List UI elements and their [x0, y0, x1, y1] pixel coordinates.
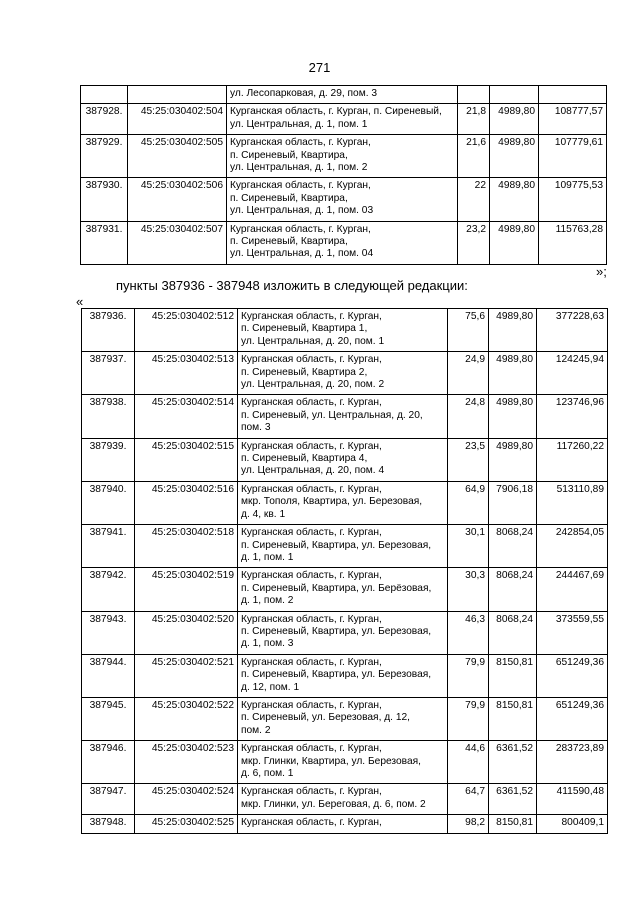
- amendment-paragraph: пункты 387936 - 387948 изложить в следующей редакции:: [116, 278, 468, 293]
- area-cell: [458, 86, 490, 104]
- record-number-cell: 387936.: [82, 309, 135, 352]
- address-cell: Курганская область, г. Курган,: [238, 815, 448, 833]
- cadastral-number-cell: 45:25:030402:519: [135, 568, 238, 611]
- record-number-cell: 387941.: [82, 525, 135, 568]
- table-row: [82, 815, 608, 833]
- address-cell: Курганская область, г. Курган, п. Сиреневый, Квартира 1, ул. Центральная, д. 20, пом. 1: [238, 309, 448, 352]
- area-cell: 46,3: [448, 611, 489, 654]
- record-number-cell: 387945.: [82, 697, 135, 740]
- cadastral-number-cell: 45:25:030402:524: [135, 784, 238, 815]
- cadastral-number-cell: 45:25:030402:514: [135, 395, 238, 438]
- total-value-cell: 800409,1: [537, 815, 608, 833]
- closing-quote: »;: [596, 264, 607, 279]
- cadastral-number-cell: 45:25:030402:507: [128, 221, 227, 264]
- area-cell: 79,9: [448, 654, 489, 697]
- total-value-cell: 244467,69: [537, 568, 608, 611]
- table-row: [82, 309, 608, 352]
- cadastral-number-cell: 45:25:030402:516: [135, 481, 238, 524]
- address-cell: Курганская область, г. Курган, п. Сиреневый, ул. Центральная, д. 20, пом. 3: [238, 395, 448, 438]
- area-cell: 23,2: [458, 221, 490, 264]
- unit-price-cell: 7906,18: [489, 481, 537, 524]
- cadastral-number-cell: 45:25:030402:513: [135, 352, 238, 395]
- address-cell: Курганская область, г. Курган, п. Сиреневый, Квартира, ул. Центральная, д. 1, пом. 04: [227, 221, 458, 264]
- total-value-cell: [539, 86, 607, 104]
- record-number-cell: 387931.: [81, 221, 128, 264]
- total-value-cell: 124245,94: [537, 352, 608, 395]
- address-cell: Курганская область, г. Курган, п. Сиреневый, Квартира, ул. Центральная, д. 1, пом. 2: [227, 135, 458, 178]
- cadastral-number-cell: 45:25:030402:522: [135, 697, 238, 740]
- area-cell: 24,8: [448, 395, 489, 438]
- record-number-cell: 387929.: [81, 135, 128, 178]
- cadastral-number-cell: 45:25:030402:505: [128, 135, 227, 178]
- table-row: [82, 784, 608, 815]
- total-value-cell: 411590,48: [537, 784, 608, 815]
- table-row: [82, 568, 608, 611]
- cadastral-number-cell: [128, 86, 227, 104]
- address-cell: Курганская область, г. Курган, мкр. Тополя, Квартира, ул. Березовая, д. 4, кв. 1: [238, 481, 448, 524]
- unit-price-cell: 6361,52: [489, 784, 537, 815]
- total-value-cell: 651249,36: [537, 697, 608, 740]
- total-value-cell: 109775,53: [539, 178, 607, 221]
- address-cell: Курганская область, г. Курган, п. Сиреневый, ул. Центральная, д. 1, пом. 1: [227, 104, 458, 135]
- unit-price-cell: 8150,81: [489, 697, 537, 740]
- record-number-cell: 387947.: [82, 784, 135, 815]
- total-value-cell: 123746,96: [537, 395, 608, 438]
- table-row: [81, 178, 607, 221]
- total-value-cell: 513110,89: [537, 481, 608, 524]
- cadastral-number-cell: 45:25:030402:525: [135, 815, 238, 833]
- record-number-cell: 387937.: [82, 352, 135, 395]
- cadastral-number-cell: 45:25:030402:518: [135, 525, 238, 568]
- cadastral-number-cell: 45:25:030402:506: [128, 178, 227, 221]
- area-cell: 23,5: [448, 438, 489, 481]
- record-number-cell: 387940.: [82, 481, 135, 524]
- table-row: [81, 135, 607, 178]
- unit-price-cell: 4989,80: [489, 352, 537, 395]
- record-number-cell: [81, 86, 128, 104]
- area-cell: 21,8: [458, 104, 490, 135]
- total-value-cell: 373559,55: [537, 611, 608, 654]
- table-row: [82, 481, 608, 524]
- cadastral-number-cell: 45:25:030402:512: [135, 309, 238, 352]
- area-cell: 30,3: [448, 568, 489, 611]
- record-number-cell: 387948.: [82, 815, 135, 833]
- address-cell: Курганская область, г. Курган, п. Сиреневый, Квартира 2, ул. Центральная, д. 20, пом. 2: [238, 352, 448, 395]
- cadastral-number-cell: 45:25:030402:515: [135, 438, 238, 481]
- unit-price-cell: [490, 86, 539, 104]
- page-number: 271: [308, 60, 331, 75]
- table-row: [82, 697, 608, 740]
- unit-price-cell: 4989,80: [490, 178, 539, 221]
- unit-price-cell: 4989,80: [489, 438, 537, 481]
- record-number-cell: 387928.: [81, 104, 128, 135]
- unit-price-cell: 8068,24: [489, 611, 537, 654]
- address-cell: Курганская область, г. Курган, п. Сиреневый, Квартира, ул. Берёзовая, д. 1, пом. 2: [238, 568, 448, 611]
- record-number-cell: 387942.: [82, 568, 135, 611]
- unit-price-cell: 8150,81: [489, 654, 537, 697]
- total-value-cell: 117260,22: [537, 438, 608, 481]
- area-cell: 79,9: [448, 697, 489, 740]
- area-cell: 75,6: [448, 309, 489, 352]
- area-cell: 22: [458, 178, 490, 221]
- area-cell: 64,9: [448, 481, 489, 524]
- unit-price-cell: 4989,80: [490, 221, 539, 264]
- unit-price-cell: 4989,80: [490, 104, 539, 135]
- unit-price-cell: 4989,80: [489, 395, 537, 438]
- table-row: [82, 611, 608, 654]
- cadastral-number-cell: 45:25:030402:520: [135, 611, 238, 654]
- table-row: [82, 395, 608, 438]
- address-cell: Курганская область, г. Курган, мкр. Глинки, Квартира, ул. Березовая, д. 6, пом. 1: [238, 741, 448, 784]
- record-number-cell: 387930.: [81, 178, 128, 221]
- cadastral-number-cell: 45:25:030402:504: [128, 104, 227, 135]
- address-cell: Курганская область, г. Курган, п. Сиреневый, Квартира 4, ул. Центральная, д. 20, пом. 4: [238, 438, 448, 481]
- total-value-cell: 377228,63: [537, 309, 608, 352]
- table-row: [81, 86, 607, 104]
- record-number-cell: 387943.: [82, 611, 135, 654]
- record-number-cell: 387939.: [82, 438, 135, 481]
- address-cell: Курганская область, г. Курган, п. Сиреневый, ул. Березовая, д. 12, пом. 2: [238, 697, 448, 740]
- area-cell: 21,6: [458, 135, 490, 178]
- property-table-1: [80, 85, 607, 265]
- total-value-cell: 107779,61: [539, 135, 607, 178]
- unit-price-cell: 4989,80: [490, 135, 539, 178]
- area-cell: 44,6: [448, 741, 489, 784]
- table-row: [82, 438, 608, 481]
- table-row: [82, 525, 608, 568]
- unit-price-cell: 8068,24: [489, 568, 537, 611]
- area-cell: 24,9: [448, 352, 489, 395]
- address-cell: Курганская область, г. Курган, п. Сиреневый, Квартира, ул. Березовая, д. 12, пом. 1: [238, 654, 448, 697]
- address-cell: ул. Лесопарковая, д. 29, пом. 3: [227, 86, 458, 104]
- total-value-cell: 283723,89: [537, 741, 608, 784]
- area-cell: 64,7: [448, 784, 489, 815]
- unit-price-cell: 8068,24: [489, 525, 537, 568]
- area-cell: 30,1: [448, 525, 489, 568]
- address-cell: Курганская область, г. Курган, п. Сиреневый, Квартира, ул. Центральная, д. 1, пом. 03: [227, 178, 458, 221]
- cadastral-number-cell: 45:25:030402:521: [135, 654, 238, 697]
- table-row: [82, 741, 608, 784]
- total-value-cell: 242854,05: [537, 525, 608, 568]
- cadastral-number-cell: 45:25:030402:523: [135, 741, 238, 784]
- table-row: [81, 104, 607, 135]
- table-row: [82, 352, 608, 395]
- table-row: [81, 221, 607, 264]
- unit-price-cell: 4989,80: [489, 309, 537, 352]
- total-value-cell: 108777,57: [539, 104, 607, 135]
- address-cell: Курганская область, г. Курган, п. Сиреневый, Квартира, ул. Березовая, д. 1, пом. 3: [238, 611, 448, 654]
- record-number-cell: 387938.: [82, 395, 135, 438]
- total-value-cell: 651249,36: [537, 654, 608, 697]
- unit-price-cell: 8150,81: [489, 815, 537, 833]
- property-table-2: [81, 308, 608, 834]
- opening-quote: «: [76, 294, 84, 309]
- address-cell: Курганская область, г. Курган, мкр. Глинки, ул. Береговая, д. 6, пом. 2: [238, 784, 448, 815]
- area-cell: 98,2: [448, 815, 489, 833]
- unit-price-cell: 6361,52: [489, 741, 537, 784]
- record-number-cell: 387944.: [82, 654, 135, 697]
- record-number-cell: 387946.: [82, 741, 135, 784]
- address-cell: Курганская область, г. Курган, п. Сиреневый, Квартира, ул. Березовая, д. 1, пом. 1: [238, 525, 448, 568]
- total-value-cell: 115763,28: [539, 221, 607, 264]
- table-row: [82, 654, 608, 697]
